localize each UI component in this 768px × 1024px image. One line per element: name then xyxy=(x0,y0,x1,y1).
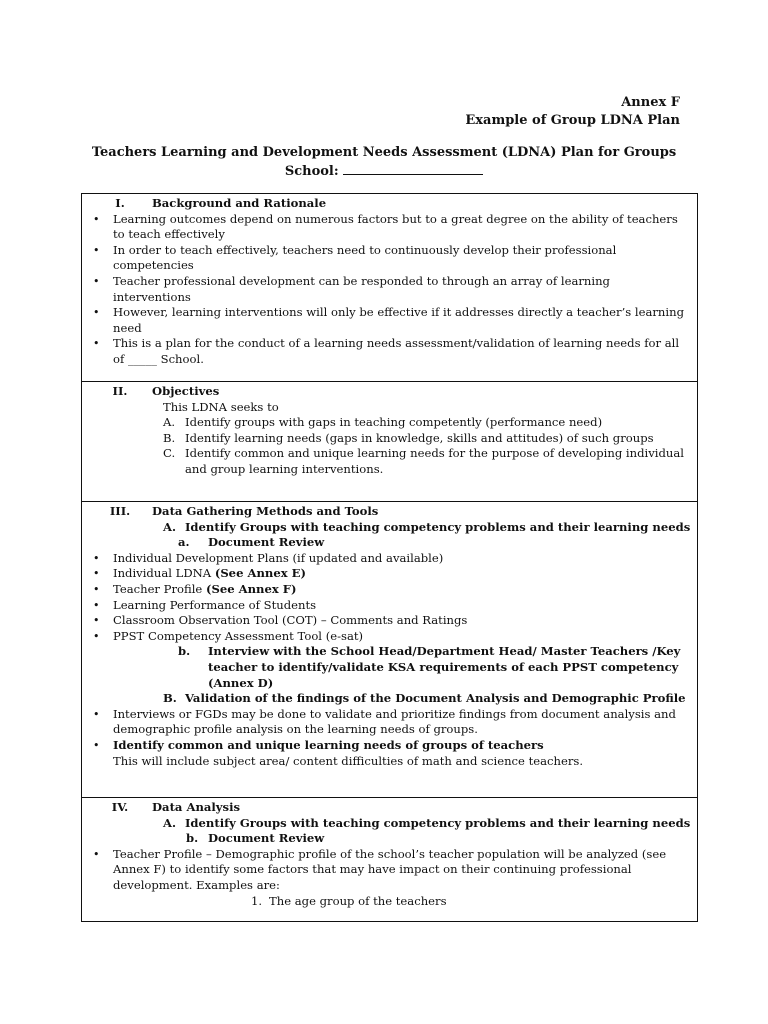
list-item xyxy=(163,446,691,477)
item-letter: B. xyxy=(163,691,177,706)
section-heading xyxy=(88,196,691,212)
section-cell xyxy=(82,382,698,502)
bullet-list xyxy=(88,212,691,368)
section-heading xyxy=(88,800,691,816)
section-cell xyxy=(82,798,698,922)
item-text: Identify learning needs (gaps in knowledge, skills and attitudes) of such groups xyxy=(185,430,654,445)
item-letter: A. xyxy=(163,519,177,534)
section-number: III. xyxy=(109,504,131,518)
subsection-b xyxy=(163,691,691,707)
list-item: • In order to teach effectively, teachers need to continuously develop their professional competencies xyxy=(88,243,691,274)
item-letter: B. xyxy=(163,430,176,445)
item-text: Identify Groups with teaching competency problems and their learning needs xyxy=(185,519,691,534)
subsection-document-review xyxy=(178,535,691,551)
list-item: • However, learning interventions will only be effective if it addresses directly a teacher’s learning need xyxy=(88,305,691,336)
document-title: Teachers Learning and Development Needs Assessment (LDNA) Plan for Groups xyxy=(91,145,677,160)
list-item: • PPST Competency Assessment Tool (e-sat) xyxy=(88,629,691,645)
list-item: • Interviews or FGDs may be done to validate and prioritize findings from document analysis and demographic profile analysis on the learning needs of groups. xyxy=(88,707,691,738)
list-item: • Teacher Profile (See Annex F) xyxy=(88,582,691,598)
section-number: II. xyxy=(112,384,128,398)
section-title: Background and Rationale xyxy=(152,196,327,210)
objectives-intro: This LDNA seeks to xyxy=(163,399,279,414)
item-text: Identify Groups with teaching competency problems and their learning needs xyxy=(185,815,691,830)
item-letter: A. xyxy=(163,415,176,430)
document-title-block xyxy=(0,144,768,181)
section-row-data-gathering xyxy=(82,502,698,798)
subsection-a xyxy=(163,816,691,832)
section-title: Objectives xyxy=(152,384,220,398)
list-item: • Teacher professional development can be responded to through an array of learning interventions xyxy=(88,274,691,305)
school-line xyxy=(0,162,768,181)
list-item xyxy=(163,431,691,447)
section-cell xyxy=(82,194,698,382)
section-number: I. xyxy=(115,196,125,210)
section-row-data-analysis xyxy=(82,798,698,922)
section-title: Data Gathering Methods and Tools xyxy=(152,504,379,518)
section-number: IV. xyxy=(111,800,129,814)
item-text: Interview with the School Head/Department Head/ Master Teachers /Key teacher to identify/validate KSA requirements of each PPST competency (Annex D) xyxy=(208,644,681,690)
plan-table xyxy=(81,193,698,922)
list-item: • Individual Development Plans (if updated and available) xyxy=(88,551,691,567)
item-text: Identify common and unique learning needs for the purpose of developing individual and group learning interventions. xyxy=(185,446,685,476)
section-title: Data Analysis xyxy=(152,800,241,814)
item-text: The age group of the teachers xyxy=(269,893,447,908)
item-letter: C. xyxy=(163,446,176,461)
list-item: • Individual LDNA (See Annex E) xyxy=(88,566,691,582)
annex-subtitle: Example of Group LDNA Plan xyxy=(465,113,680,128)
bullet-list xyxy=(88,707,691,769)
item-text: Identify groups with gaps in teaching competently (performance need) xyxy=(185,415,603,430)
list-item: • Learning Performance of Students xyxy=(88,598,691,614)
list-item: • Classroom Observation Tool (COT) – Comments and Ratings xyxy=(88,613,691,629)
annex-header xyxy=(465,94,680,130)
list-item xyxy=(88,738,691,769)
item-letter: b. xyxy=(186,831,199,846)
subsection-document-review xyxy=(186,831,691,847)
section-cell xyxy=(82,502,698,798)
bullet-list xyxy=(88,847,691,894)
school-blank-line xyxy=(343,162,483,175)
section-row-background xyxy=(82,194,698,382)
item-text: This will include subject area/ content difficulties of math and science teachers. xyxy=(113,753,584,768)
section-heading xyxy=(88,504,691,520)
list-item: • Learning outcomes depend on numerous factors but to a great degree on the ability of teachers to teach effectively xyxy=(88,212,691,243)
numbered-item xyxy=(251,894,691,910)
list-item: • This is a plan for the conduct of a learning needs assessment/validation of learning needs for all of _____ School. xyxy=(88,336,691,367)
item-number: 1. xyxy=(251,893,263,908)
item-text: Validation of the findings of the Document Analysis and Demographic Profile xyxy=(185,691,686,706)
objectives-list xyxy=(163,415,691,477)
item-letter: A. xyxy=(163,815,177,830)
subsection-interview xyxy=(178,644,691,691)
item-letter: b. xyxy=(178,644,191,659)
item-letter: a. xyxy=(178,535,190,550)
item-text: Document Review xyxy=(208,831,325,846)
school-label: School: xyxy=(284,164,339,179)
section-heading xyxy=(88,384,691,400)
item-heading: • Identify common and unique learning needs of groups of teachers xyxy=(113,737,544,752)
bullet-list xyxy=(88,551,691,645)
list-item: • Teacher Profile – Demographic profile of the school’s teacher population will be analyzed (see Annex F) to identify some factors that may have impact on their continuing professional development. Examples are: xyxy=(88,847,691,894)
annex-label: Annex F xyxy=(621,95,680,110)
section-row-objectives xyxy=(82,382,698,502)
subsection-a xyxy=(163,520,691,536)
list-item xyxy=(163,415,691,431)
item-text: Document Review xyxy=(208,535,325,550)
